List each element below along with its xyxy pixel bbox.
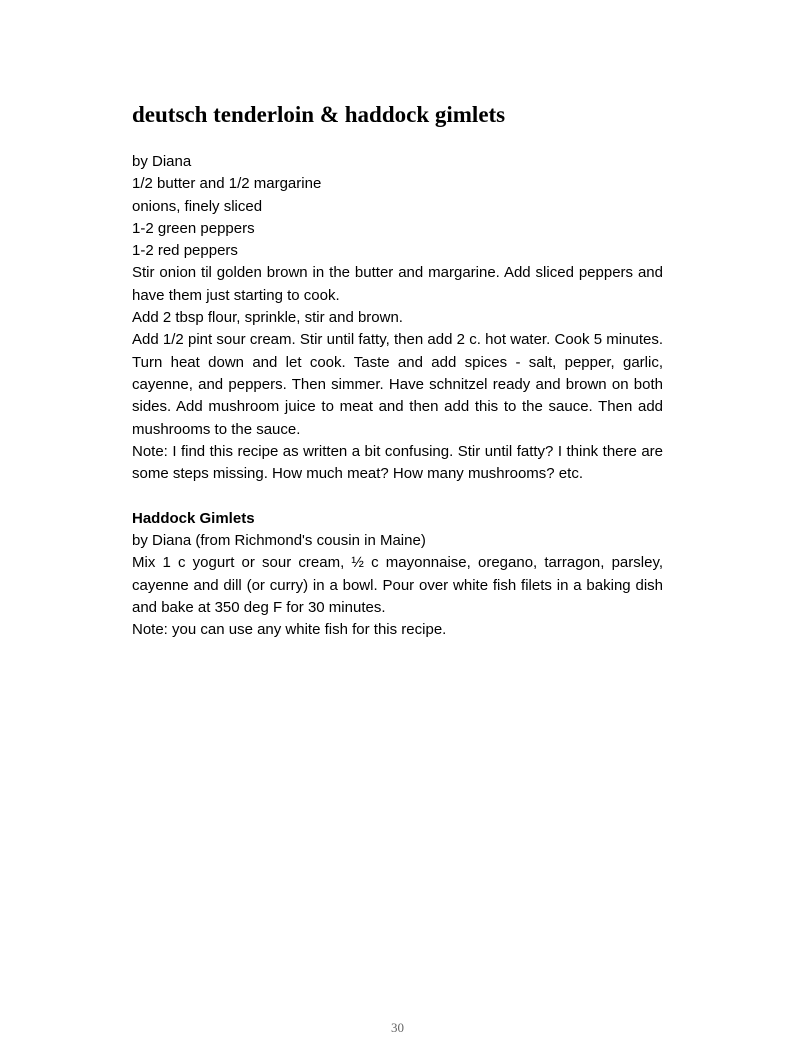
ingredient-line: 1-2 green peppers <box>132 219 255 237</box>
instruction-paragraph: Add 2 tbsp flour, sprinkle, stir and brown. <box>132 309 403 327</box>
recipe-author: by Diana (from Richmond's cousin in Maine) <box>132 532 426 550</box>
recipe-note: Note: I find this recipe as written a bit confusing. Stir until fatty? I think there are some steps missing. How much meat? How many mushrooms? etc. <box>132 442 663 483</box>
ingredient-line: 1/2 butter and 1/2 margarine <box>132 175 322 193</box>
recipe-title: deutsch tenderloin & haddock gimlets <box>132 102 506 127</box>
ingredient-line: 1-2 red peppers <box>132 242 238 260</box>
section-heading: Haddock Gimlets <box>132 509 255 527</box>
instruction-paragraph: Mix 1 c yogurt or sour cream, ½ c mayonnaise, oregano, tarragon, parsley, cayenne and dill (or curry) in a bowl. Pour over white fish filets in a baking dish and bake at 350 deg F for 30 minutes. <box>132 554 663 616</box>
recipe-body <box>132 151 663 642</box>
recipe-note: Note: you can use any white fish for this recipe. <box>132 621 447 639</box>
section-spacer <box>132 485 663 507</box>
ingredient-line: onions, finely sliced <box>132 197 263 215</box>
document-page <box>132 100 663 642</box>
recipe-author: by Diana <box>132 153 192 170</box>
page-number: 30 <box>391 1020 404 1035</box>
instruction-paragraph: Stir onion til golden brown in the butter and margarine. Add sliced peppers and have them just starting to cook. <box>132 264 663 304</box>
instruction-paragraph: Add 1/2 pint sour cream. Stir until fatty, then add 2 c. hot water. Cook 5 minutes. Turn heat down and let cook. Taste and add spices - salt, pepper, garlic, cayenne, and peppers. Then simmer. Have schnitzel ready and brown on both sides. Add mushroom juice to meat and then add this to the sauce. Then add mushrooms to the sauce. <box>132 331 663 438</box>
